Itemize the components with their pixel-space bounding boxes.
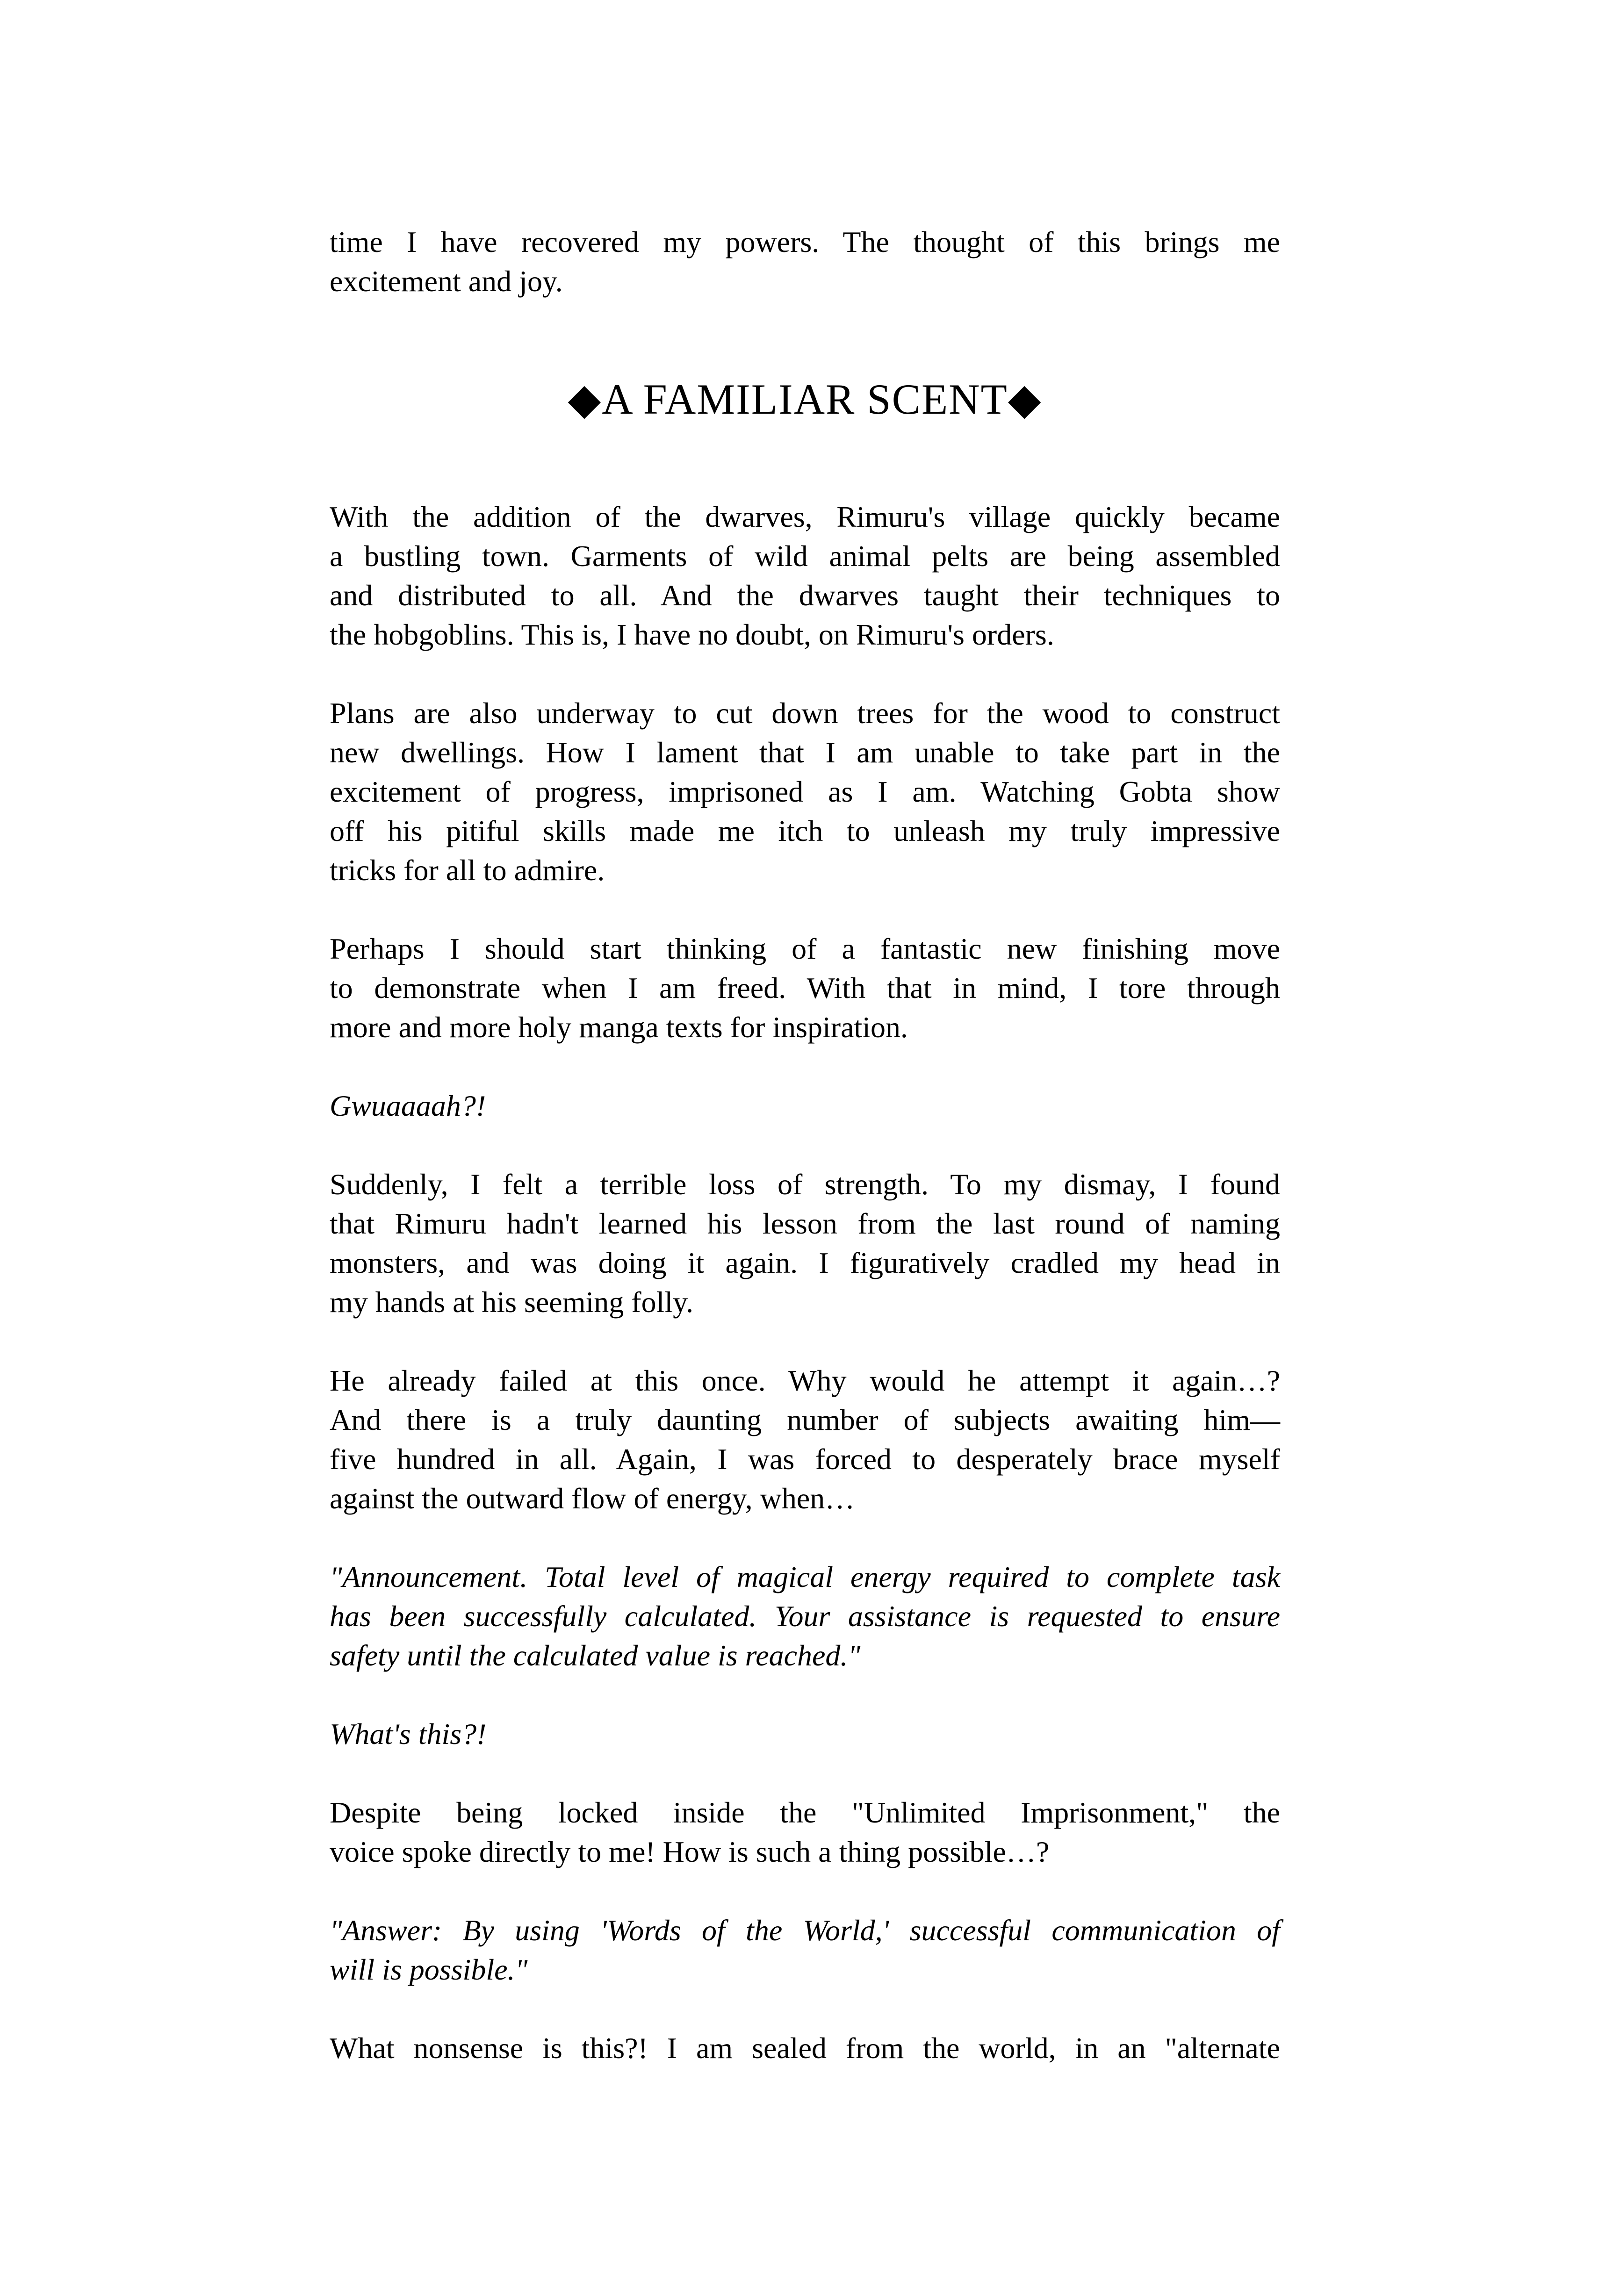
text-line: voice spoke directly to me! How is such a thing possible…? xyxy=(330,1835,1050,1868)
italic-paragraph xyxy=(330,1557,1280,1675)
text-line: the hobgoblins. This is, I have no doubt, on Rimuru's orders. xyxy=(330,618,1054,651)
text-line: "Answer: By using 'Words of the World,' successful communication of xyxy=(330,1914,1280,1947)
paragraph xyxy=(330,929,1280,1047)
text-line: tricks for all to admire. xyxy=(330,854,605,887)
paragraph xyxy=(330,497,1280,654)
italic-paragraph xyxy=(330,1086,1280,1126)
text-column xyxy=(330,222,1280,2107)
text-line: that Rimuru hadn't learned his lesson from the last round of naming xyxy=(330,1207,1280,1240)
text-line: a bustling town. Garments of wild animal pelts are being assembled xyxy=(330,539,1280,573)
text-line: against the outward flow of energy, when… xyxy=(330,1482,855,1515)
text-line: safety until the calculated value is reached." xyxy=(330,1639,861,1672)
paragraph xyxy=(330,1793,1280,1872)
text-line: to demonstrate when I am freed. With that in mind, I tore through xyxy=(330,971,1280,1004)
text-line: five hundred in all. Again, I was forced to desperately brace myself xyxy=(330,1442,1280,1476)
section-heading: ◆A FAMILIAR SCENT◆ xyxy=(568,375,1042,423)
text-line: Suddenly, I felt a terrible loss of strength. To my dismay, I found xyxy=(330,1168,1280,1201)
text-line: monsters, and was doing it again. I figuratively cradled my head in xyxy=(330,1246,1280,1279)
text-line: has been successfully calculated. Your assistance is requested to ensure xyxy=(330,1600,1280,1633)
text-line: And there is a truly daunting number of subjects awaiting him— xyxy=(330,1403,1280,1436)
text-line: excitement of progress, imprisoned as I am. Watching Gobta show xyxy=(330,775,1280,808)
text-line: new dwellings. How I lament that I am unable to take part in the xyxy=(330,736,1280,769)
text-line: Perhaps I should start thinking of a fantastic new finishing move xyxy=(330,932,1280,965)
paragraph xyxy=(330,1165,1280,1322)
text-line: excitement and joy. xyxy=(330,265,563,298)
text-line: With the addition of the dwarves, Rimuru's village quickly became xyxy=(330,500,1280,533)
paragraph xyxy=(330,2029,1280,2068)
text-line: will is possible." xyxy=(330,1953,528,1986)
italic-paragraph xyxy=(330,1911,1280,1989)
text-line: "Announcement. Total level of magical energy required to complete task xyxy=(330,1560,1280,1593)
text-line: Plans are also underway to cut down trees for the wood to construct xyxy=(330,696,1280,730)
text-line: my hands at his seeming folly. xyxy=(330,1285,693,1319)
text-line: and distributed to all. And the dwarves taught their techniques to xyxy=(330,579,1280,612)
text-line: time I have recovered my powers. The thought of this brings me xyxy=(330,225,1280,258)
paragraph xyxy=(330,1361,1280,1518)
paragraph xyxy=(330,694,1280,890)
italic-paragraph xyxy=(330,1715,1280,1754)
text-line: off his pitiful skills made me itch to unleash my truly impressive xyxy=(330,814,1280,847)
text-line: What nonsense is this?! I am sealed from the world, in an "alternate xyxy=(330,2031,1280,2065)
text-line: What's this?! xyxy=(330,1717,487,1751)
text-line: He already failed at this once. Why would he attempt it again…? xyxy=(330,1364,1280,1397)
text-line: Gwuaaaah?! xyxy=(330,1089,486,1122)
paragraph xyxy=(330,222,1280,301)
text-line: Despite being locked inside the "Unlimited Imprisonment," the xyxy=(330,1796,1280,1829)
text-line: more and more holy manga texts for inspiration. xyxy=(330,1011,908,1044)
